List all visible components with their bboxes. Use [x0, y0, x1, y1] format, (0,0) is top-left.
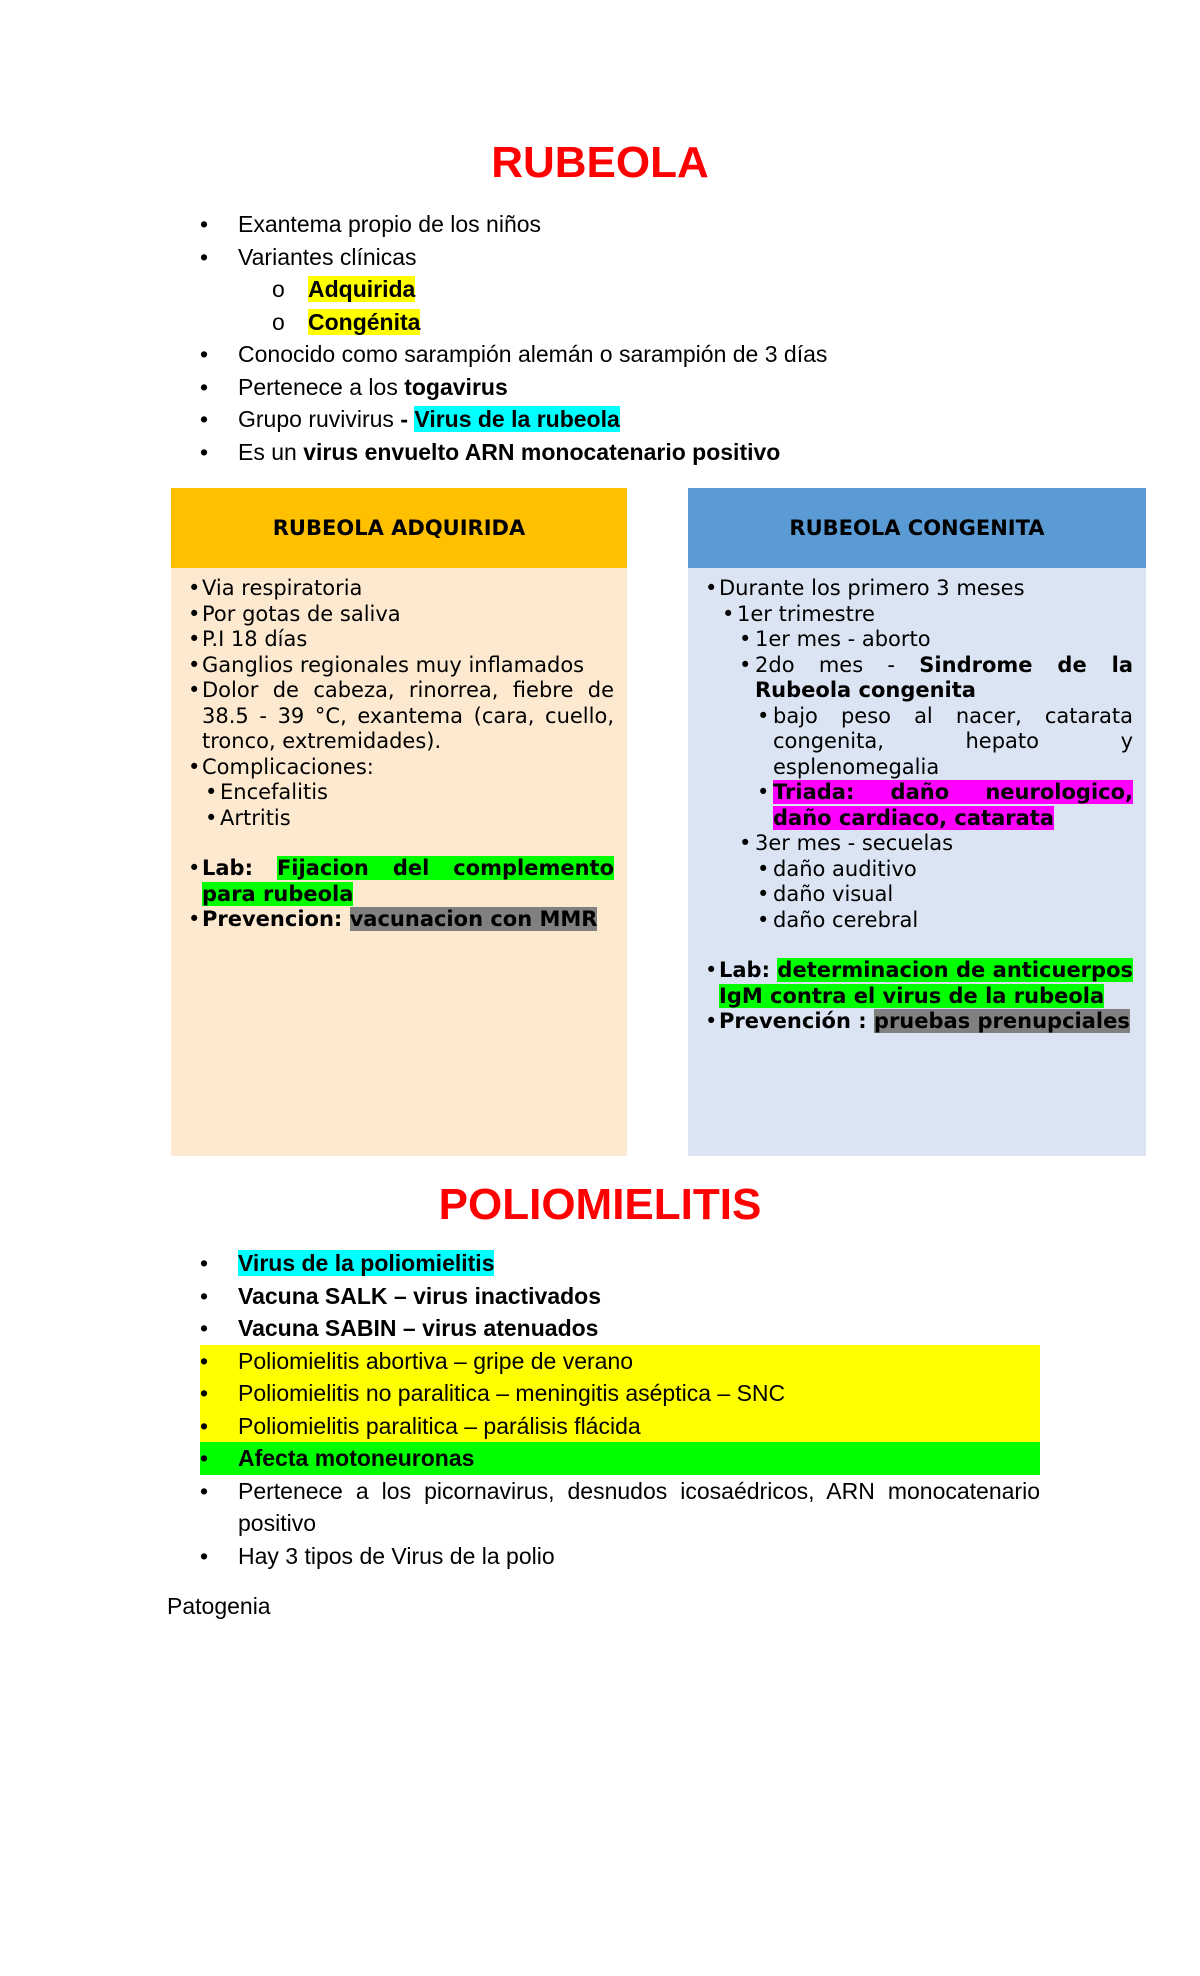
list-item: [200, 241, 1060, 274]
list-item: [701, 653, 1133, 704]
list-item: • Por gotas de saliva: [184, 602, 614, 628]
prevention-item: [184, 907, 614, 933]
list-item: • Durante los primero 3 meses: [701, 576, 1133, 602]
prevention-value: pruebas prenupciales: [873, 1009, 1130, 1033]
variant-adquirida: Adquirida: [308, 276, 416, 302]
lab-value: Fijacion del complemento para rubeola: [202, 856, 615, 906]
list-item-text: Pertenece a los picornavirus, desnudos icosaédricos, ARN monocatenario positivo: [238, 1477, 1040, 1536]
lab-label: Lab:: [202, 856, 277, 880]
rubeola-title: RUBEOLA: [491, 138, 709, 187]
list-item: [701, 780, 1133, 831]
lab-item: [701, 958, 1133, 1009]
list-item: [200, 1410, 1040, 1443]
list-item: [200, 1280, 1040, 1313]
list-item-bold: virus envuelto ARN monocatenario positivo: [303, 438, 781, 465]
list-item: • Ganglios regionales muy inflamados: [184, 653, 614, 679]
list-item: • Via respiratoria: [184, 576, 614, 602]
rubeola-adquirida-box: [171, 488, 627, 1156]
rubeola-congenita-header: RUBEOLA CONGENITA: [688, 488, 1146, 568]
list-item-text: Pertenece a los: [238, 373, 405, 400]
rubeola-congenita-body: [688, 568, 1146, 1035]
list-item-text: Hay 3 tipos de Virus de la polio: [238, 1542, 555, 1569]
lab-value: determinacion de anticuerpos IgM contra el virus de la rubeola: [719, 958, 1134, 1008]
list-item: • Artritis: [184, 806, 614, 832]
rubeola-adquirida-header: RUBEOLA ADQUIRIDA: [171, 488, 627, 568]
list-item-text: Grupo ruvivirus: [238, 406, 401, 432]
list-item-text: Variantes clínicas: [238, 243, 417, 270]
poliomielitis-list: [200, 1247, 1040, 1572]
list-item: [200, 403, 1060, 436]
list-item-bold: Afecta motoneuronas: [238, 1445, 475, 1471]
list-item-highlight: Virus de la rubeola: [414, 406, 620, 432]
list-item-bold: Sindrome de la Rubeola congenita: [755, 652, 1133, 702]
rubeola-adquirida-body: [171, 568, 627, 933]
spacer: [184, 831, 614, 856]
list-item: [200, 436, 1060, 469]
list-item: [200, 1475, 1040, 1540]
list-item: [200, 1247, 1040, 1280]
list-item-text: Es un: [238, 438, 304, 465]
prevention-item: [701, 1009, 1133, 1035]
spacer: [701, 933, 1133, 958]
list-item-text: Conocido como sarampión alemán o sarampión de 3 días: [238, 341, 828, 367]
rubeola-congenita-box: [688, 488, 1146, 1156]
list-item: • daño visual: [701, 882, 1133, 908]
prevention-label: Prevención :: [719, 1009, 874, 1033]
list-item-bold: togavirus: [404, 373, 508, 400]
list-item-highlight: Virus de la poliomielitis: [238, 1250, 495, 1276]
list-item: [200, 1540, 1040, 1573]
list-item: [200, 371, 1060, 404]
lab-label: Lab:: [719, 958, 778, 982]
list-item: • P.I 18 días: [184, 627, 614, 653]
list-item: [200, 208, 1060, 241]
rubeola-list: [200, 208, 1060, 468]
list-item-bold: Vacuna SALK – virus inactivados: [238, 1282, 602, 1309]
list-item-text: Poliomielitis no paralitica – meningitis aséptica – SNC: [238, 1380, 786, 1406]
list-item: [200, 1442, 1040, 1475]
list-item: • Dolor de cabeza, rinorrea, fiebre de 38.5 - 39 °C, exantema (cara, cuello, tronco, extremidades).: [184, 678, 614, 755]
list-item-bold: Vacuna SABIN – virus atenuados: [238, 1315, 599, 1341]
list-item: • Complicaciones:: [184, 755, 614, 781]
sub-list-item: [200, 306, 1060, 339]
list-item: • 3er mes - secuelas: [701, 831, 1133, 857]
list-item: • 1er trimestre: [701, 602, 1133, 628]
list-item: • bajo peso al nacer, catarata congenita, hepato y esplenomegalia: [701, 704, 1133, 781]
lab-item: [184, 856, 614, 907]
poliomielitis-title: POLIOMIELITIS: [438, 1180, 762, 1229]
list-item: [200, 1312, 1040, 1345]
triada-text: Triada: daño neurologico, daño cardiaco, catarata: [773, 780, 1133, 830]
list-item: • daño auditivo: [701, 857, 1133, 883]
prevention-label: Prevencion:: [202, 907, 350, 931]
list-item-text: Poliomielitis paralitica – parálisis flácida: [238, 1412, 641, 1439]
list-item: [200, 1377, 1040, 1410]
sub-list-item: [200, 273, 1060, 306]
list-item: • 1er mes - aborto: [701, 627, 1133, 653]
list-item: [200, 1345, 1040, 1378]
prevention-value: vacunacion con MMR: [349, 907, 598, 931]
list-item: [200, 338, 1060, 371]
list-item: • Encefalitis: [184, 780, 614, 806]
list-item-text: Exantema propio de los niños: [238, 211, 542, 237]
list-item-text: Poliomielitis abortiva – gripe de verano: [238, 1347, 634, 1374]
list-item-dash: -: [400, 406, 415, 432]
patogenia-heading: Patogenia: [167, 1593, 271, 1619]
list-item-text: 2do mes -: [755, 652, 920, 677]
variant-congenita: Congénita: [308, 308, 421, 335]
list-item: • daño cerebral: [701, 908, 1133, 934]
